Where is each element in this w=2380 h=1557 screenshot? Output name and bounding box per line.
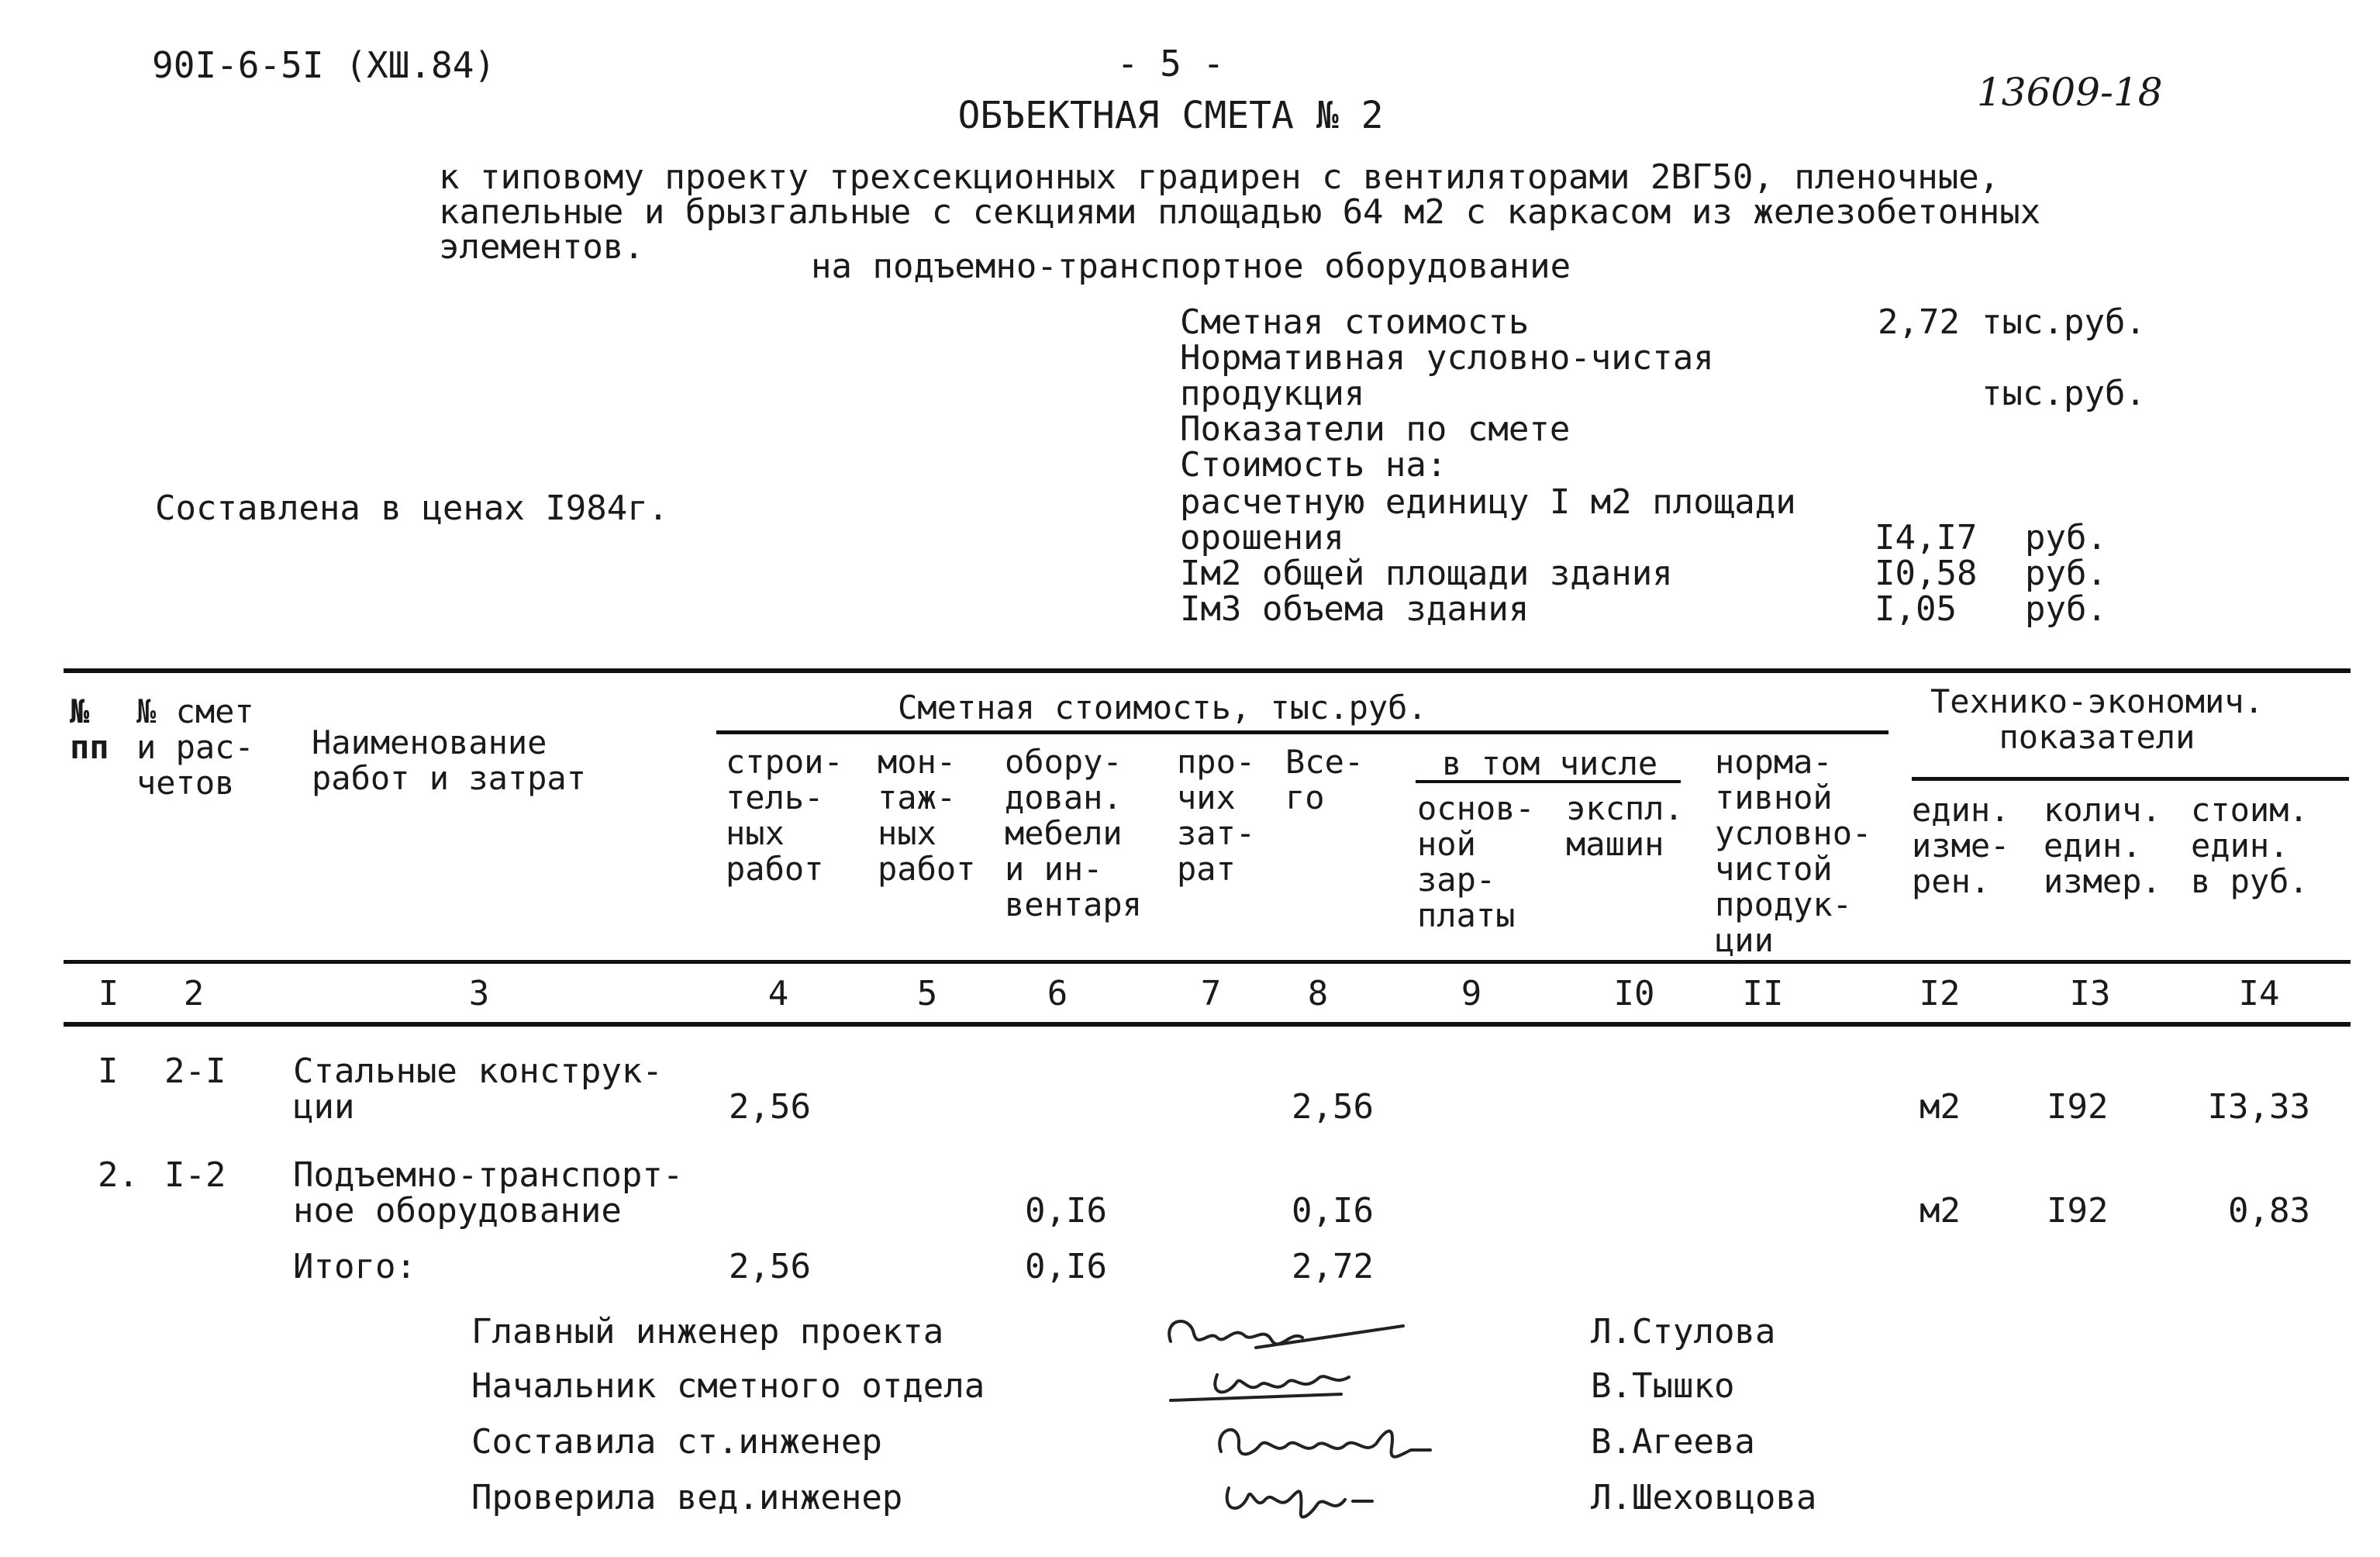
header-estimate: № смет и рас- четов <box>136 692 254 802</box>
subtitle-line-1: к типовому проекту трехсекционных градирен с вентиляторами 2ВГ50, пленочные, <box>439 157 2000 197</box>
subtitle-line-3: элементов. <box>439 227 644 267</box>
colnum-10: I0 <box>1613 974 1655 1013</box>
colnum-3: 3 <box>468 974 490 1013</box>
row-estimate: 2-I <box>164 1051 226 1091</box>
handwritten-signature-3 <box>1209 1413 1442 1475</box>
cost-group-rule <box>716 730 1888 734</box>
table-top-rule <box>64 668 2351 673</box>
header-name: Наименование работ и затрат <box>312 723 587 797</box>
header-unit-cost: стоим. един. в руб. <box>2191 791 2309 900</box>
summary-volume-unit: руб. <box>2025 589 2107 629</box>
signature-role: Главный инженер проекта <box>471 1312 944 1352</box>
totals-total: 2,72 <box>1292 1247 1374 1286</box>
colnum-4: 4 <box>767 974 789 1013</box>
row-name-line-2: ции <box>293 1087 355 1127</box>
summary-unit-label-1: расчетную единицу I м2 площади <box>1180 482 1796 522</box>
tech-group-rule <box>1912 777 2349 781</box>
summary-normative-label-2: продукция <box>1180 374 1365 413</box>
subtitle-line-2: капельные и брызгальные с секциями площадью 64 м2 с каркасом из железобетонных <box>439 192 2041 232</box>
row-num: 2. <box>98 1155 139 1195</box>
summary-cost-unit: тыс.руб. <box>1982 302 2146 342</box>
signature-name: В.Тышко <box>1591 1366 1735 1406</box>
header-cost-group: Сметная стоимость, тыс.руб. <box>898 689 1427 727</box>
summary-unit-unit: руб. <box>2025 518 2107 558</box>
summary-cost-label: Сметная стоимость <box>1180 302 1530 342</box>
signature-role: Начальник сметного отдела <box>471 1366 985 1406</box>
row-equipment: 0,I6 <box>1025 1191 1107 1231</box>
row-unit-cost: 0,83 <box>2228 1191 2310 1231</box>
header-construction: строи- тель- ных работ <box>726 743 843 888</box>
colnum-13: I3 <box>2069 974 2111 1013</box>
summary-normative-unit: тыс.руб. <box>1982 374 2146 413</box>
row-total: 0,I6 <box>1292 1191 1374 1231</box>
row-num: I <box>98 1051 119 1091</box>
row-construction: 2,56 <box>729 1087 811 1127</box>
handwritten-signature-2 <box>1163 1355 1395 1410</box>
column-numbers-rule <box>64 1022 2351 1027</box>
header-machines: экспл. машин <box>1566 789 1684 863</box>
document-title: ОБЪЕКТНАЯ СМЕТА № 2 <box>957 94 1384 137</box>
colnum-8: 8 <box>1307 974 1329 1013</box>
prices-note: Составлена в ценах I984г. <box>155 489 669 528</box>
header-tech-group: Технико-экономич. показатели <box>1930 682 2264 756</box>
header-other: про- чих зат- рат <box>1177 743 1256 888</box>
row-unit-cost: I3,33 <box>2207 1087 2310 1127</box>
colnum-7: 7 <box>1200 974 1222 1013</box>
totals-equipment: 0,I6 <box>1025 1247 1107 1286</box>
colnum-12: I2 <box>1919 974 1961 1013</box>
summary-area-unit: руб. <box>2025 554 2107 593</box>
row-name-line-1: Стальные конструк- <box>293 1051 663 1091</box>
handwritten-signature-4 <box>1217 1469 1388 1531</box>
totals-label: Итого: <box>293 1247 416 1286</box>
colnum-9: 9 <box>1461 974 1482 1013</box>
doc-code: 90I-6-5I (XШ.84) <box>152 44 496 86</box>
colnum-1: I <box>98 974 119 1013</box>
signature-name: Л.Стулова <box>1591 1312 1776 1352</box>
colnum-5: 5 <box>916 974 938 1013</box>
summary-unit-label-2: орошения <box>1180 518 1344 558</box>
signature-role: Составила ст.инженер <box>471 1422 882 1462</box>
header-num: № пп <box>70 692 109 766</box>
header-bottom-rule <box>64 960 2351 964</box>
row-name-line-1: Подъемно-транспорт- <box>293 1155 684 1195</box>
header-installation: мон- таж- ных работ <box>878 743 976 888</box>
signature-name: Л.Шеховцова <box>1591 1478 1817 1517</box>
row-total: 2,56 <box>1292 1087 1374 1127</box>
summary-area-label: Iм2 общей площади здания <box>1180 554 1673 593</box>
row-unit: м2 <box>1920 1087 1961 1127</box>
signature-name: В.Агеева <box>1591 1422 1755 1462</box>
totals-construction: 2,56 <box>729 1247 811 1286</box>
header-unit: един. изме- рен. <box>1912 791 2010 900</box>
summary-area-value: I0,58 <box>1875 554 1978 593</box>
archive-number: 13609-18 <box>1977 70 2163 115</box>
colnum-14: I4 <box>2238 974 2280 1013</box>
signature-role: Проверила вед.инженер <box>471 1478 903 1517</box>
summary-volume-label: Iм3 объема здания <box>1180 589 1530 629</box>
subtitle-scope: на подъемно-транспортное оборудование <box>811 247 1571 286</box>
summary-indicators-label: Показатели по смете <box>1180 409 1571 449</box>
colnum-11: II <box>1742 974 1784 1013</box>
summary-cost-per-label: Стоимость на: <box>1180 445 1447 485</box>
row-estimate: I-2 <box>164 1155 226 1195</box>
header-equipment: обору- дован. мебели и ин- вентаря <box>1005 743 1143 923</box>
summary-normative-label-1: Нормативная условно-чистая <box>1180 338 1714 378</box>
colnum-6: 6 <box>1047 974 1068 1013</box>
header-qty: колич. един. измер. <box>2044 791 2161 900</box>
header-total: Все- го <box>1285 743 1364 816</box>
header-salary: основ- ной зар- платы <box>1417 789 1535 934</box>
row-qty: I92 <box>2047 1087 2109 1127</box>
row-qty: I92 <box>2047 1191 2109 1231</box>
header-normative: норма- тивной условно- чистой продук- ции <box>1715 743 1872 959</box>
summary-volume-value: I,05 <box>1875 589 1957 629</box>
row-unit: м2 <box>1920 1191 1961 1231</box>
header-including: в том числе <box>1442 744 1658 782</box>
colnum-2: 2 <box>183 974 205 1013</box>
summary-cost-value: 2,72 <box>1878 302 1960 342</box>
row-name-line-2: ное оборудование <box>293 1191 622 1231</box>
page-number: - 5 - <box>1116 43 1225 85</box>
summary-unit-value: I4,I7 <box>1875 518 1978 558</box>
